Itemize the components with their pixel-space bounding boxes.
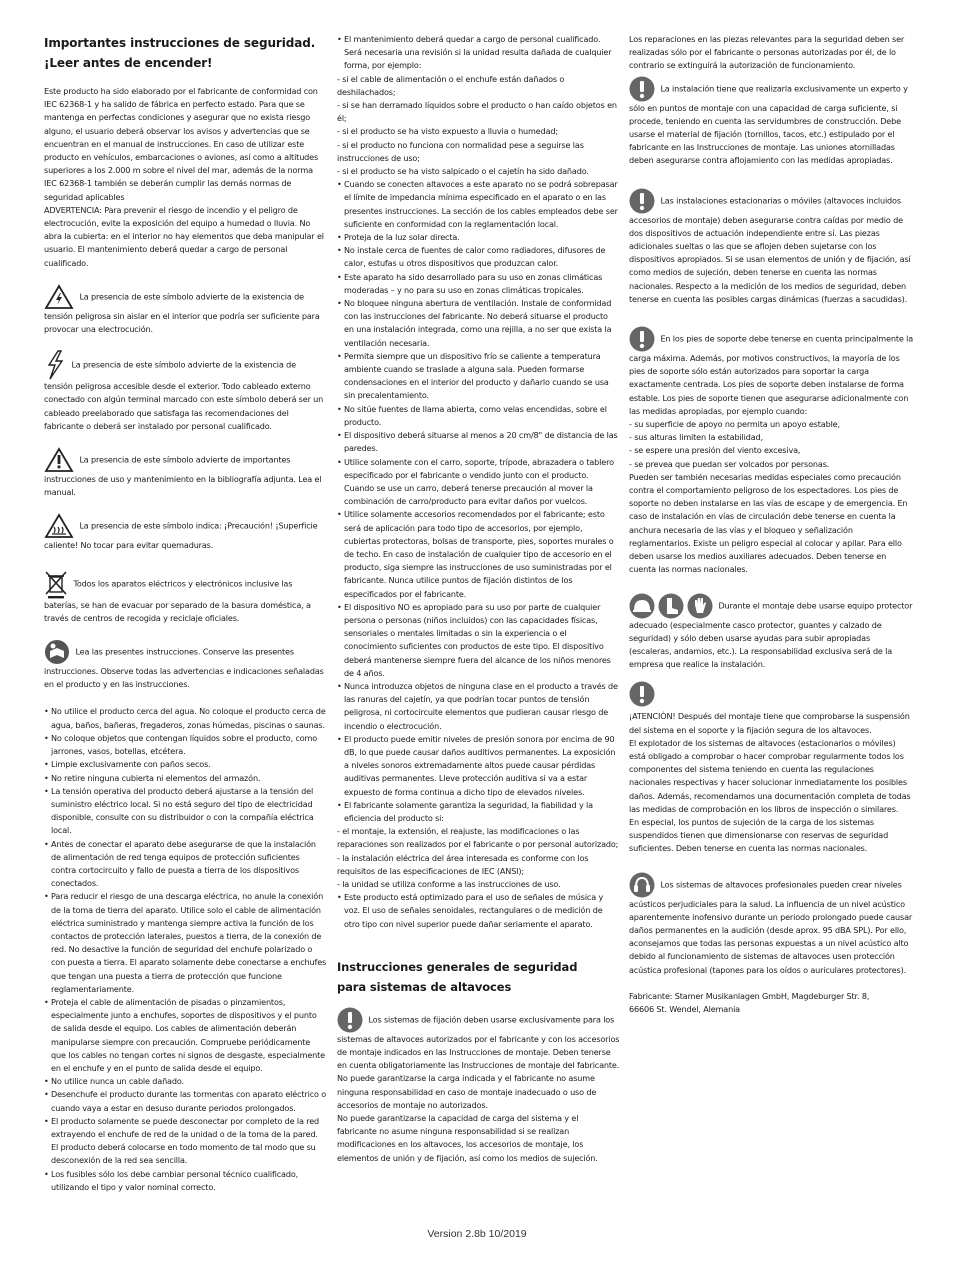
list-item: • Cuando se conecten altavoces a este aparato no se podrá sobrepasar el límite de impedancia mínima especificado en el aparato o en las presentes instrucciones. La sección de los cables empleados debe ser suficiente en conformidad con la reglamentación local. bbox=[337, 178, 620, 231]
hearing-block bbox=[629, 872, 913, 977]
column-middle bbox=[337, 33, 620, 1165]
lightning-triangle-icon bbox=[44, 284, 74, 310]
ppe-text: Durante el montaje debe usarse equipo protector adecuado (especialmente casco protector, guantes y calzado de seguridad) y sólo deben usarse ayudas para subir apropiadas (escaleras, andamios, etc.). La responsabilidad exclusiva será de la empresa que realice la instalación. bbox=[629, 600, 913, 670]
stand-conditions bbox=[629, 418, 913, 471]
device-safety-list bbox=[337, 178, 620, 825]
dash-item: - la unidad se utiliza conforme a las instrucciones de uso. bbox=[337, 879, 561, 889]
list-item: • Proteja de la luz solar directa. bbox=[337, 231, 620, 244]
symbol-hot-block bbox=[44, 513, 327, 552]
symbol-bolt-text: La presencia de este símbolo advierte de la existencia de tensión peligrosa accesible desde el exterior. Todo cableado externo conectado con algún terminal marcado con este símbolo deberá ser un cableado preelaborado que satisfaga las recomendaciones del fabricante o deberá ser instalado por personal cualificado. bbox=[44, 359, 324, 431]
exclamation-circle-icon bbox=[629, 681, 655, 707]
manufacturer-line-2: 66606 St. Wendel, Alemania bbox=[629, 1003, 740, 1014]
list-item: • Utilice solamente accesorios recomendados por el fabricante; esto será de aplicación para todo tipo de accesorios, por ejemplo, cubiertas protectoras, bolsas de transporte, pies, soportes murales o de techo. En caso de instalación de cualquier tipo de accesorio en el producto, siga siempre las instrucciones de uso suministradas por el fabricante. Nunca utilice puntos de fijación distintos de los especificados por el fabricante. bbox=[337, 508, 620, 600]
helmet-icon bbox=[629, 593, 655, 619]
attention-text: ¡ATENCIÓN! Después del montaje tiene que comprobarse la suspensión del sistema en el soporte y la fijación segura de los altavoces. bbox=[629, 711, 910, 735]
list-item: • Desenchufe el producto durante las tormentas con aparato eléctrico o cuando vaya a estar en desuso durante periodos prolongados. bbox=[44, 1088, 327, 1114]
stands-text: En los pies de soporte debe tenerse en cuenta principalmente la carga máxima. Además, por motivos constructivos, la mayoría de los pies de soporte sólo están autorizados para soportar la carga exactamente centrada. Los pies de soporte deben instalarse de forma estable. Los pies de soporte tienen que asegurarse adicionalmente con las medidas apropiadas, por ejemplo cuando: bbox=[629, 333, 914, 416]
fixing-systems-text-2: No puede garantizarse la capacidad de carga del sistema y el fabricante no asume ninguna responsabilidad si se realizan modificaciones en los altavoces, los accesorios de montaje, los elementos de unión y de fijación, así como los medios de sujeción. bbox=[337, 1113, 598, 1163]
stationary-block bbox=[629, 188, 913, 306]
list-item: • Utilice solamente con el carro, soporte, trípode, abrazadera o tablero especificado por el fabricante o vendido junto con el producto. Cuando se use un carro, deberá tenerse precaución al mover la combinación de carro/producto para evitar daños por vuelcos. bbox=[337, 456, 620, 509]
maintenance-list bbox=[337, 33, 620, 73]
symbol-bolt-block bbox=[44, 350, 327, 433]
list-item: • No utilice el producto cerca del agua. No coloque el producto cerca de agua, baños, bañeras, fregaderos, zonas húmedas, piscinas o saunas. bbox=[44, 705, 327, 731]
lightning-bolt-icon bbox=[44, 350, 66, 380]
symbol-manual-text: Lea las presentes instrucciones. Conserve las presentes instrucciones. Observe todas las advertencias e indicaciones señaladas en el producto y en las instrucciones. bbox=[44, 646, 324, 690]
attention-block bbox=[629, 681, 913, 855]
list-item: • Para reducir el riesgo de una descarga eléctrica, no anule la conexión de la toma de tierra del aparato. Utilice solo el cable de alimentación eléctrica suministrado y mantenga siempre activa la función de los contactos de protección laterales, puestos a tierra, de la conexión de red. No desactive la función de seguridad del enchufe polarizado o con puesta a tierra. El aparato solamente debe conectarse a enchufes que tengan una puesta a tierra de protección que funcione reglamentariamente. bbox=[44, 890, 327, 996]
heading-line-1: Instrucciones generales de seguridad bbox=[337, 959, 578, 974]
fixing-systems-text: Los sistemas de fijación deben usarse exclusivamente para los sistemas de altavoces autorizados por el fabricante y con los accesorios de montaje indicados en las Instrucciones de montaje. Deben tenerse en cuenta obligatoriamente las Instrucciones de montaje del fabricante. No puede garantizarse la carga indicada y el fabricante no asume ninguna responsabilidad en caso de montaje inadecuado o uso de accesorios de montaje no autorizados. bbox=[337, 1014, 620, 1110]
symbol-hot-text: La presencia de este símbolo indica: ¡Precaución! ¡Superficie caliente! No tocar para evitar quemaduras. bbox=[44, 520, 318, 551]
hearing-text: Los sistemas de altavoces profesionales pueden crear niveles acústicos perjudiciales para la salud. La influencia de un nivel acústico aparentemente inofensivo durante un periodo prolongado puede causar daños permanentes en la audición (desde aprox. 95 dBA SPL). Por ello, aconsejamos que todas las personas expuestas a un nivel acústico alto debido al funcionamiento de sistemas de altavoces usen protección acústica profesional (tapones para los oídos o auriculares protectores). bbox=[629, 879, 913, 975]
stands-block bbox=[629, 326, 913, 418]
list-item: • La tensión operativa del producto deberá ajustarse a la tensión del suministro eléctrico local. Si no está seguro del tipo de electricidad disponible, consulte con su distribuidor o con la compañía eléctrica local. bbox=[44, 785, 327, 838]
list-item: • Los fusibles sólo los debe cambiar personal técnico cualificado, utilizando el tipo y valor nominal correcto. bbox=[44, 1168, 327, 1194]
title-line-2: ¡Leer antes de encender! bbox=[44, 56, 213, 70]
symbol-attention-text: La presencia de este símbolo advierte de importantes instrucciones de uso y mantenimiento en la bibliografía adjunta. Lea el manual. bbox=[44, 454, 322, 498]
speaker-systems-heading bbox=[337, 957, 620, 997]
list-item: • El producto solamente se puede desconectar por completo de la red extrayendo el enchufe de red de la unidad o de la toma de la pared. El producto deberá colocarse en todo momento de tal modo que su desconexión de la red sea sencilla. bbox=[44, 1115, 327, 1168]
general-safety-list bbox=[44, 705, 327, 1194]
column-right bbox=[629, 33, 913, 1016]
maintenance-intro: El mantenimiento deberá quedar a cargo de personal cualificado. Será necesaria una revisión si la unidad resulta dañada de cualquier forma, por ejemplo: bbox=[344, 34, 612, 71]
title-line-1: Importantes instrucciones de seguridad. bbox=[44, 36, 316, 50]
hot-surface-icon bbox=[44, 513, 74, 539]
intro-paragraph: Este producto ha sido elaborado por el fabricante de conformidad con IEC 62368-1 y ha salido de fábrica en perfecto estado. Para que se mantenga en perfectas condiciones y asegurar que no exista riesgo alguno, el usuario deberá observar los avisos y advertencias que se encuentran en el manual de instrucciones. En caso de utilizar este producto en vehículos, embarcaciones o aviones, así como a altitudes superiores a los 2.000 m sobre el nivel del mar, además de la norma IEC 62368-1 también se deberán cumplir las demás normas de seguridad aplicables bbox=[44, 86, 319, 202]
dash-item: - si el producto no funciona con normalidad pese a seguirse las instrucciones de uso; bbox=[337, 139, 584, 163]
list-item: • No sitúe fuentes de llama abierta, como velas encendidas, sobre el producto. bbox=[337, 403, 620, 429]
symbol-weee-text: Todos los aparatos eléctricos y electrónicos inclusive las baterías, se han de evacuar por separado de la basura doméstica, a través de centros de recogida y reciclaje oficiales. bbox=[44, 578, 311, 623]
install-text: La instalación tiene que realizarla exclusivamente un experto y sólo en puntos de montaje con una capacidad de carga suficiente, si procede, teniendo en cuenta las servidumbres de construcción. Debe usarse el material de fijación (tornillos, tacos, etc.) estipulado por el fabricante en las Instrucciones de montaje. Las uniones atornilladas deben asegurarse contra aflojamiento con las medidas apropiadas. bbox=[629, 83, 908, 166]
exclamation-triangle-icon bbox=[44, 447, 74, 473]
dash-item: - su superficie de apoyo no permita un apoyo estable, bbox=[629, 419, 840, 430]
dash-item: - si el producto se ha visto expuesto a lluvia o humedad; bbox=[337, 126, 558, 137]
list-item: • No retire ninguna cubierta ni elementos del armazón. bbox=[44, 772, 327, 785]
symbol-manual-block bbox=[44, 639, 327, 691]
ear-protection-icon bbox=[629, 872, 655, 898]
crossed-bin-icon bbox=[44, 569, 68, 599]
warning-paragraph: ADVERTENCIA: Para prevenir el riesgo de incendio y el peligro de electrocución, evite la exposición del equipo a humedad o lluvia. No abra la cubierta: en el interior no hay elementos que deba manipular el usuario. El mantenimiento deberá quedar a cargo de personal cualificado. bbox=[44, 204, 324, 268]
list-item: • El producto puede emitir niveles de presión sonora por encima de 90 dB, lo que puede causar daños auditivos permanentes. La exposición a niveles sonoros extremadamente altos puede causar pérdidas auditivas permanentes. Lleve protección auditiva si va a estar expuesto de forma continua a dicho tipo de elevados niveles. bbox=[337, 733, 620, 799]
list-item: • No coloque objetos que contengan líquidos sobre el producto, como jarrones, vasos, botellas, etcétera. bbox=[44, 732, 327, 758]
dash-item: - si el cable de alimentación o el enchufe están dañados o deshilachados; bbox=[337, 73, 565, 97]
exclamation-circle-icon bbox=[629, 188, 655, 214]
heading-line-2: para sistemas de altavoces bbox=[337, 979, 512, 994]
install-block bbox=[629, 76, 913, 168]
suspension-text: En especial, los puntos de sujeción de la carga de los sistemas suspendidos tienen que dimensionarse con reservas de seguridad suficientes. Deben tenerse en cuenta las normas nacionales. bbox=[629, 816, 889, 854]
signal-list bbox=[337, 891, 620, 931]
list-item: • Antes de conectar el aparato debe asegurarse de que la instalación de alimentación de red tenga equipos de protección suficientes contra cortocircuito y fallo de puesta a tierra de los dispositivos conectados. bbox=[44, 838, 327, 891]
symbol-weee-block bbox=[44, 569, 327, 625]
list-item: • Nunca introduzca objetos de ninguna clase en el producto a través de las ranuras del cajetín, ya que podrían tocar puntos de tensión peligrosa, ni cortocircuite elementos que pudieran causar riesgo de incendio o electrocución. bbox=[337, 680, 620, 733]
dash-item: - la instalación eléctrica del área interesada es conforme con los requisitos de las especificaciones de IEC (ANSI); bbox=[337, 852, 589, 876]
list-item: • El fabricante solamente garantiza la seguridad, la fiabilidad y la eficiencia del producto si: bbox=[337, 799, 620, 825]
maintenance-cases bbox=[337, 73, 620, 179]
dash-item: - si el producto se ha visto salpicado o el cajetín ha sido dañado. bbox=[337, 166, 589, 177]
dash-item: - se espere una presión del viento excesiva, bbox=[629, 445, 801, 456]
list-item bbox=[337, 33, 620, 73]
manufacturer-info bbox=[629, 990, 913, 1016]
symbol-voltage-text: La presencia de este símbolo advierte de la existencia de tensión peligrosa sin aislar en el interior que podría ser suficiente para provocar una electrocución. bbox=[44, 291, 320, 335]
fixing-systems-block bbox=[337, 1007, 620, 1112]
ppe-block bbox=[629, 593, 913, 672]
list-item: • Permita siempre que un dispositivo frío se caliente a temperatura ambiente cuando se traslade a alguna sala. Pueden formarse condensaciones en el interior del producto y dañarlo cuando se usa sin precalentamiento. bbox=[337, 350, 620, 403]
list-item: • No utilice nunca un cable dañado. bbox=[44, 1075, 327, 1088]
symbol-attention-block bbox=[44, 447, 327, 499]
manufacturer-line-1: Fabricante: Stamer Musikanlagen GmbH, Magdeburger Str. 8, bbox=[629, 990, 870, 1001]
exclamation-circle-icon bbox=[337, 1007, 363, 1033]
symbol-voltage-block bbox=[44, 284, 327, 336]
stands-text-2: Pueden ser también necesarias medidas especiales como precaución contra el comportamiento peligroso de los espectadores. Los pies de soporte no deben instalarse en las vías de escape y de emergencia. En caso de instalación en vías de circulación debe tenerse en cuenta la anchura necesaria de las vías y el bloqueo y señalización reglamentarios. Existe un peligro especial al colocar y apilar. Para ello deben usarse los medios auxiliares adecuados. Deben tenerse en cuenta las normas nacionales. bbox=[629, 471, 908, 575]
repair-paragraph: Los reparaciones en las piezas relevantes para la seguridad deben ser realizadas sólo por el fabricante o personas autorizadas por él, de lo contrario se extinguirá la autorización de funcionamiento. bbox=[629, 34, 905, 71]
exclamation-circle-icon bbox=[629, 326, 655, 352]
list-item: • Proteja el cable de alimentación de pisadas o pinzamientos, especialmente junto a enchufes, soportes de dispositivos y el punto de salida desde el equipo. Los cables de alimentación deberán manipularse siempre con precaución. Compruebe periódicamente que los cables no tengan cortes ni signos de desgaste, especialmente en el enchufe y en el punto de salida desde el equipo. bbox=[44, 996, 327, 1075]
dash-item: - si se han derramado líquidos sobre el producto o han caído objetos en él; bbox=[337, 100, 617, 124]
safety-title bbox=[44, 33, 327, 73]
list-item: • Este aparato ha sido desarrollado para su uso en zonas climáticas moderadas – y no para su uso en zonas climáticas tropicales. bbox=[337, 271, 620, 297]
list-item: • El dispositivo NO es apropiado para su uso por parte de cualquier persona o personas (niños incluidos) con las capacidades físicas, sensoriales o mentales limitadas o sin la experiencia o el conocimiento suficientes con productos de este tipo. El dispositivo deberá mantenerse siempre fuera del alcance de los niños menores de 4 años. bbox=[337, 601, 620, 680]
boots-icon bbox=[658, 593, 684, 619]
list-item: • No bloquee ninguna abertura de ventilación. Instale de conformidad con las instrucciones del fabricante. No deberá situarse el producto en una instalación integrada, como una rejilla, a no ser que exista la ventilación necesaria. bbox=[337, 297, 620, 350]
gloves-icon bbox=[687, 593, 713, 619]
stationary-text: Las instalaciones estacionarias o móviles (altavoces incluidos accesorios de montaje) deben asegurarse contra caídas por medio de dos dispositivos de actuación independiente entre sí. Las piezas adicionales sueltas o las que se aflojen deben sujetarse con los dispositivos apropiados. Si se usan elementos de unión y de fijación, así como medios de sujeción, deben tenerse en cuenta las normas nacionales. Respecto a la medición de los medios de seguridad, deben tenerse en cuenta las posibles cargas dinámicas (fuerzas a sacudidas). bbox=[629, 195, 911, 304]
dash-item: - sus alturas limiten la estabilidad, bbox=[629, 432, 763, 443]
version-footer: Version 2.8b 10/2019 bbox=[427, 1228, 527, 1240]
list-item: • No instale cerca de fuentes de calor como radiadores, difusores de calor, estufas u otros dispositivos que produzcan calor. bbox=[337, 244, 620, 270]
warranty-conditions bbox=[337, 825, 620, 891]
operator-text: El explotador de los sistemas de altavoces (estacionarios o móviles) está obligado a comprobar o hacer comprobar regularmente todos los componentes del sistema teniendo en cuenta las regulaciones nacionales respectivas y hacer solucionar inmediatamente los posibles daños. Además, recomendamos una documentación completa de todas las medidas de comprobación en los libros de inspección o similares. bbox=[629, 737, 911, 814]
list-item: • Este producto está optimizado para el uso de señales de música y voz. El uso de señales senoidales, rectangulares o de medición de otro tipo con nivel superior puede dañar seriamente el aparato. bbox=[337, 891, 620, 931]
column-left bbox=[44, 33, 327, 1194]
list-item: • El dispositivo deberá situarse al menos a 20 cm/8" de distancia de las paredes. bbox=[337, 429, 620, 455]
dash-item: - se prevea que puedan ser volcados por personas. bbox=[629, 458, 830, 469]
dash-item: - el montaje, la extensión, el reajuste, las modificaciones o las reparaciones son realizados por el fabricante o por personal autorizado; bbox=[337, 826, 619, 850]
list-item: • Limpie exclusivamente con paños secos. bbox=[44, 758, 327, 771]
exclamation-circle-icon bbox=[629, 76, 655, 102]
read-manual-icon bbox=[44, 639, 70, 665]
